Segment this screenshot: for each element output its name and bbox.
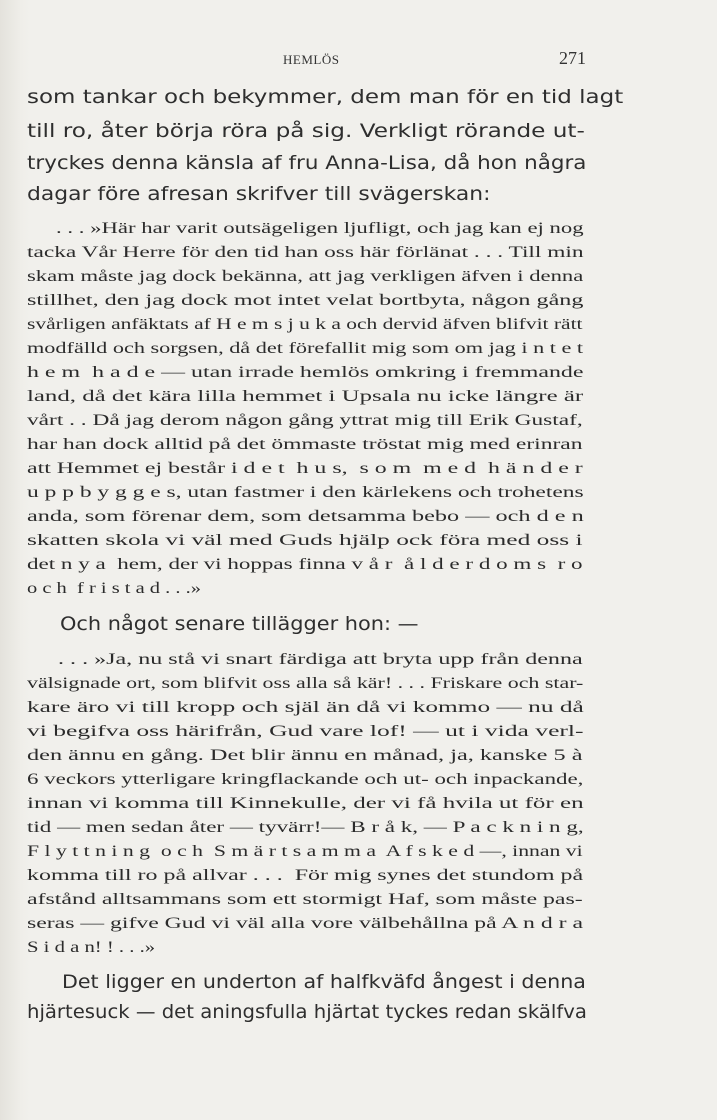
text-line: dagar före afresan skrifver till svägerskan: xyxy=(27,183,491,205)
quote-line: skam måste jag dock bekänna, att jag verkligen äfven i denna xyxy=(27,268,584,285)
text-line: hjärtesuck — det aningsfulla hjärtat tyckes redan skälfva xyxy=(27,1001,587,1023)
quote-line: land, då det kära lilla hemmet i Upsala nu icke längre är xyxy=(27,388,584,405)
quote-line: h e m h a d e — utan irrade hemlös omkring i fremmande xyxy=(27,364,584,381)
quote-line: tid — men sedan åter — tyvärr!— B r å k, — P a c k n i n g, xyxy=(27,819,584,836)
quote-line: . . . »Ja, nu stå vi snart färdiga att bryta upp från denna xyxy=(58,651,583,668)
quote-line: innan vi komma till Kinnekulle, der vi få hvila ut för en xyxy=(27,795,584,812)
quote-line: att Hemmet ej består i d e t h u s, s o m m e d h ä n d e r xyxy=(27,460,583,477)
running-head: HEMLÖS xyxy=(283,52,340,67)
text-line: Det ligger en underton af halfkväfd ångest i denna xyxy=(62,971,586,993)
quote-line: seras — gifve Gud vi väl alla vore välbehållna på A n d r a xyxy=(27,915,583,932)
quote-line: kare äro vi till kropp och själ än då vi kommo — nu då xyxy=(27,699,584,716)
quote-line: afstånd alltsammans som ett stormigt Haf, som måste pas- xyxy=(27,891,583,908)
text-line: tryckes denna känsla af fru Anna-Lisa, då hon några xyxy=(27,152,587,174)
text-line: Och något senare tillägger hon: — xyxy=(60,613,419,635)
quote-line: F l y t t n i n g o c h S m ä r t s a m m a A f s k e d —, innan vi xyxy=(27,843,583,860)
quote-line: S i d a n! ! . . .» xyxy=(27,939,156,956)
quote-line: välsignade ort, som blifvit oss alla så kär! . . . Friskare och star- xyxy=(27,675,584,692)
text-line: som tankar och bekymmer, dem man för en tid lagt xyxy=(27,86,624,108)
page-gutter-shadow xyxy=(0,0,30,1120)
page-header xyxy=(0,48,717,72)
quote-line: vi begifva oss härifrån, Gud vare lof! — ut i vida verl- xyxy=(27,723,584,740)
quote-line: komma till ro på allvar . . . För mig synes det stundom på xyxy=(27,867,584,884)
quote-line: 6 veckors ytterligare kringflackande och ut- och inpackande, xyxy=(27,771,584,788)
quote-line: tacka Vår Herre för den tid han oss här förlänat . . . Till min xyxy=(27,244,584,261)
quote-line: det n y a hem, der vi hoppas finna v å r å l d e r d o m s r o xyxy=(27,556,583,573)
quote-line: anda, som förenar dem, som detsamma bebo — och d e n xyxy=(27,508,584,525)
quote-line: skatten skola vi väl med Guds hjälp ock föra med oss i xyxy=(27,532,583,549)
quote-line: den ännu en gång. Det blir ännu en månad, ja, kanske 5 à xyxy=(27,747,583,764)
quote-line: vårt . . Då jag derom någon gång yttrat mig till Erik Gustaf, xyxy=(27,412,583,429)
quote-line: svårligen anfäktats af H e m s j u k a och dervid äfven blifvit rätt xyxy=(27,316,583,333)
quote-line: . . . »Här har varit outsägeligen ljufligt, och jag kan ej nog xyxy=(56,220,584,237)
quote-line: u p p b y g g e s, utan fastmer i den kärlekens och trohetens xyxy=(27,484,584,501)
quote-line: har han dock alltid på det ömmaste tröstat mig med erinran xyxy=(27,436,583,453)
page-number: 271 xyxy=(559,48,586,68)
quote-line: o c h f r i s t a d . . .» xyxy=(27,580,201,597)
text-line: till ro, åter börja röra på sig. Verkligt rörande ut- xyxy=(27,120,585,142)
quote-line: modfälld och sorgsen, då det förefallit mig som om jag i n t e t xyxy=(27,340,584,357)
quote-line: stillhet, den jag dock mot intet velat bortbyta, någon gång xyxy=(27,292,584,309)
